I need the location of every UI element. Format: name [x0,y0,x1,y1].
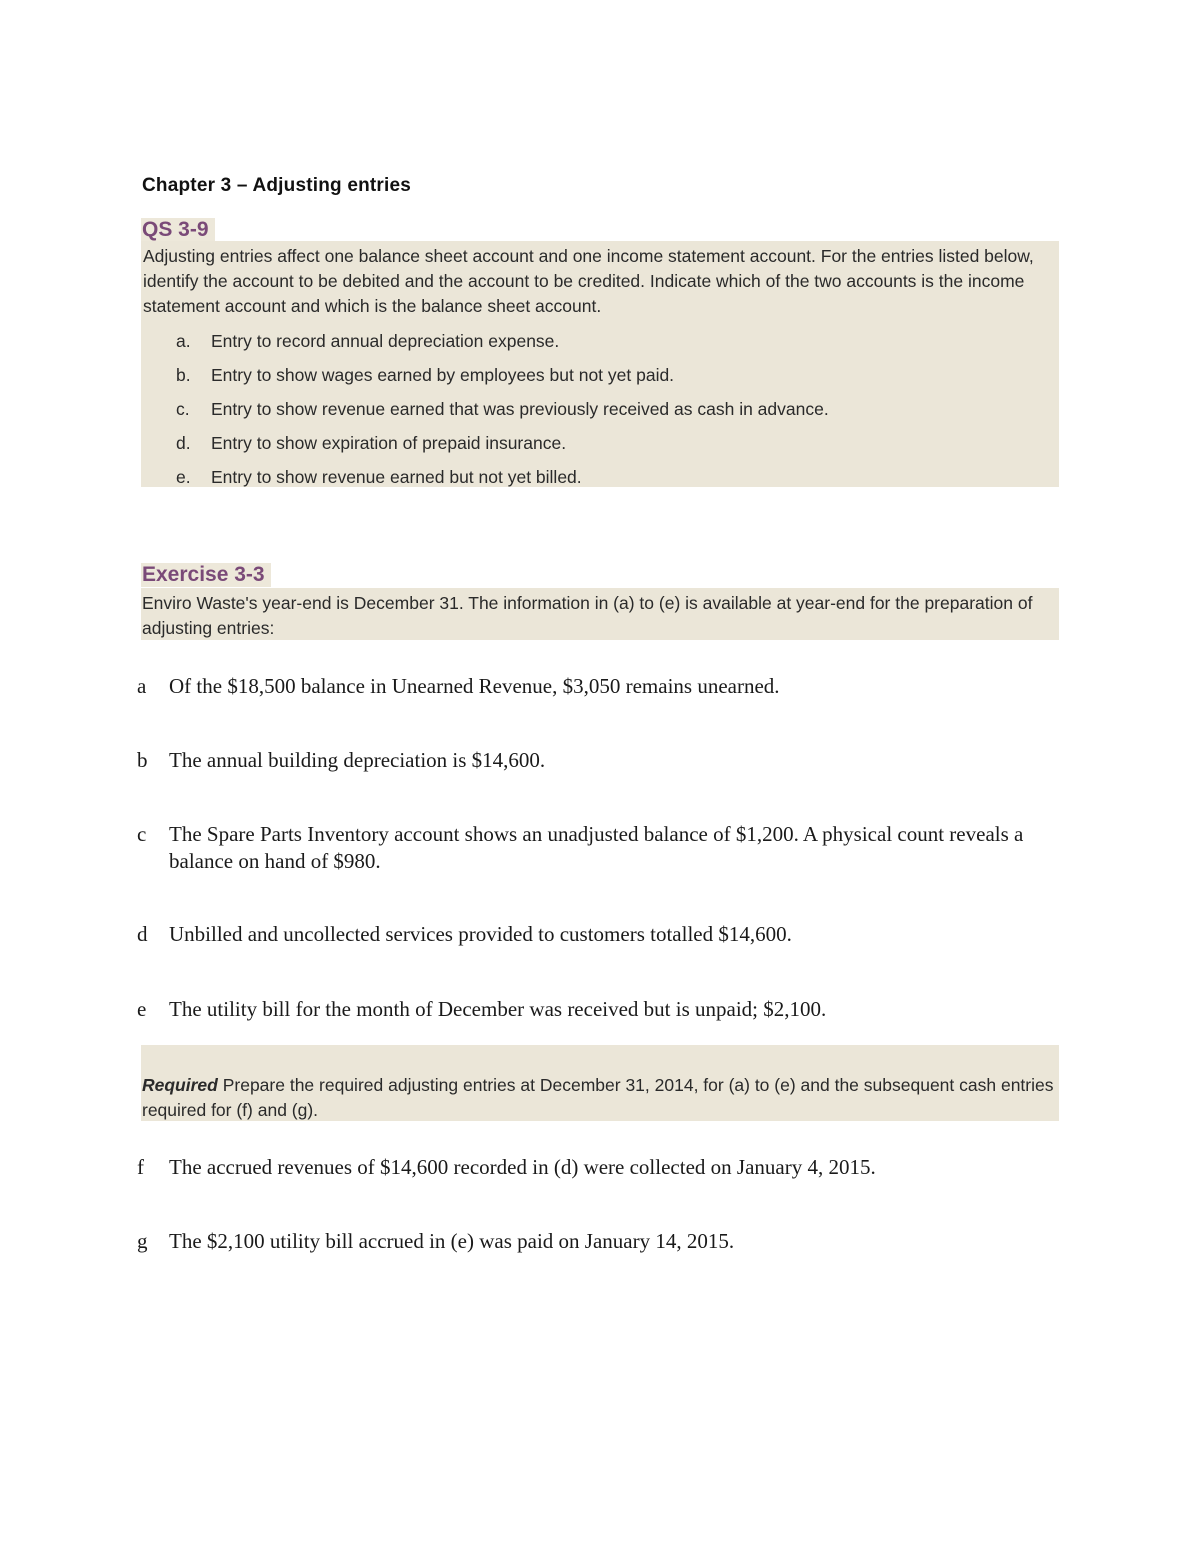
qs-item-text: Entry to show expiration of prepaid insurance. [211,433,567,453]
qs-item-text: Entry to record annual depreciation expense. [211,331,560,351]
exercise-item-text: Of the $18,500 balance in Unearned Revenue, $3,050 remains unearned. [169,674,780,698]
exercise-item [137,996,1057,1023]
exercise-item-letter: a [137,674,147,698]
exercise-heading: Exercise 3-3 [141,563,271,587]
exercise-item [137,821,1057,875]
qs-item-letter: e. [176,467,191,487]
qs-list-item [176,465,829,499]
exercise-intro-box [141,588,1059,640]
exercise-item [137,673,1057,700]
qs-item-text: Entry to show revenue earned that was previously received as cash in advance. [211,399,829,419]
qs-item-letter: d. [176,433,191,453]
exercise-item-letter: b [137,748,148,772]
followup-item-text: The accrued revenues of $14,600 recorded in (d) were collected on January 4, 2015. [169,1155,876,1179]
qs-item-letter: a. [176,331,191,351]
qs-item-letter: c. [176,399,190,419]
qs-item-text: Entry to show revenue earned but not yet billed. [211,467,582,487]
exercise-item-text: Unbilled and uncollected services provided to customers totalled $14,600. [169,922,792,946]
chapter-title: Chapter 3 – Adjusting entries [142,175,412,196]
qs-list-item [176,329,829,363]
qs-list-item [176,431,829,465]
qs-list-item [176,363,829,397]
exercise-item-text: The utility bill for the month of December was received but is unpaid; $2,100. [169,997,827,1021]
required-text [142,1073,1054,1123]
qs-heading: QS 3-9 [141,218,215,242]
required-label: Required [142,1075,218,1095]
exercise-item-text: The annual building depreciation is $14,600. [169,748,546,772]
qs-question-box [141,241,1059,487]
exercise-item [137,747,1057,774]
qs-intro-text: Adjusting entries affect one balance sheet account and one income statement account. For the entries listed below, identify the account to be debited and the account to be credited. Indicate which of the two accounts is the income statement account and which is the balance sheet account. [143,246,1034,316]
followup-item [137,1154,1057,1181]
qs-list-item [176,397,829,431]
followup-item-letter: f [137,1155,144,1179]
exercise-item-letter: e [137,997,147,1021]
exercise-item-letter: d [137,922,148,946]
followup-item [137,1228,1057,1255]
exercise-item-letter: c [137,822,147,846]
exercise-item-text: The Spare Parts Inventory account shows an unadjusted balance of $1,200. A physical count reveals a balance on hand of $980. [169,822,1024,873]
qs-item-text: Entry to show wages earned by employees but not yet paid. [211,365,675,385]
exercise-intro-text: Enviro Waste's year-end is December 31. The information in (a) to (e) is available at year-end for the preparation of adjusting entries: [142,593,1033,638]
qs-item-letter: b. [176,365,191,385]
followup-item-text: The $2,100 utility bill accrued in (e) was paid on January 14, 2015. [169,1229,735,1253]
exercise-item [137,921,1057,948]
followup-item-letter: g [137,1229,148,1253]
required-box [141,1045,1059,1121]
qs-item-list [176,329,829,499]
required-instructions: Prepare the required adjusting entries at December 31, 2014, for (a) to (e) and the subsequent cash entries required for (f) and (g). [142,1075,1054,1120]
